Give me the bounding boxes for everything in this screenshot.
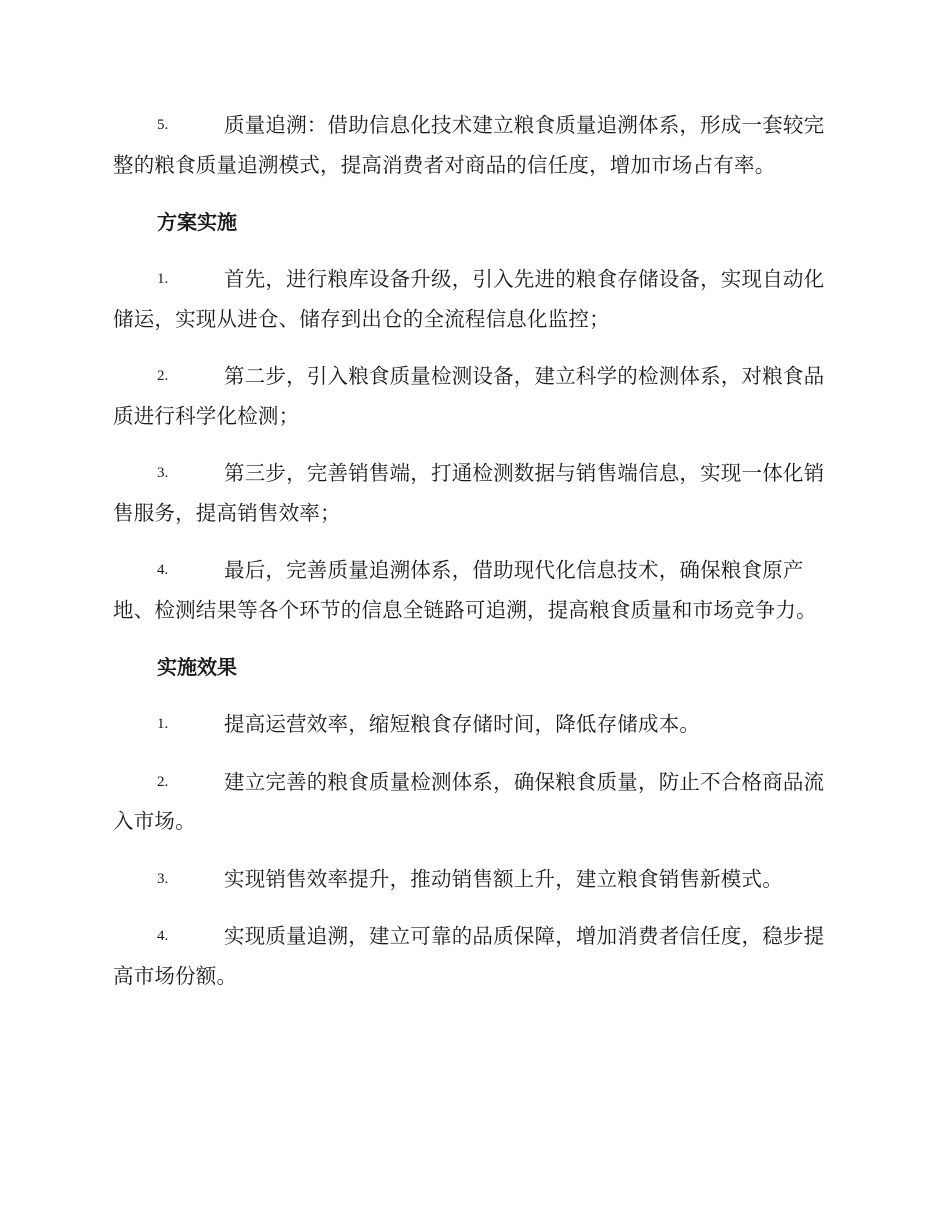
list-item [113,763,843,842]
list-item [113,106,843,185]
list-item-number: 1. [157,716,169,732]
list-item-number: 1. [157,271,169,287]
list-item-text: 提高运营效率，缩短粮食存储时间，降低存储成本。 [224,712,701,736]
list-item-text: 最后，完善质量追溯体系，借助现代化信息技术，确保粮食原产地、检测结果等各个环节的信息全链路可追溯，提高粮食质量和市场竞争力。 [113,558,817,622]
list-item-text: 第三步，完善销售端，打通检测数据与销售端信息，实现一体化销售服务，提高销售效率； [113,461,825,525]
list-item-text: 质量追溯：借助信息化技术建立粮食质量追溯体系，形成一套较完整的粮食质量追溯模式，提高消费者对商品的信任度，增加市场占有率。 [113,113,825,177]
list-item [113,454,843,533]
list-item-number: 4. [157,928,169,944]
list-item-number: 3. [157,465,169,481]
document-content [113,106,843,1014]
list-item-text: 实现质量追溯，建立可靠的品质保障，增加消费者信任度，稳步提高市场份额。 [113,924,825,988]
list-item [113,551,843,630]
list-item [113,357,843,436]
list-item-text: 第二步，引入粮食质量检测设备，建立科学的检测体系，对粮食品质进行科学化检测； [113,364,825,428]
list-item [113,917,843,996]
list-item [113,860,843,900]
list-item-number: 3. [157,870,169,887]
list-item [113,260,843,339]
list-item-text: 建立完善的粮食质量检测体系，确保粮食质量，防止不合格商品流入市场。 [113,769,825,833]
list-item-number: 2. [157,773,169,790]
list-item-text: 实现销售效率提升，推动销售额上升，建立粮食销售新模式。 [224,866,783,891]
section-heading-implementation: 方案实施 [157,210,237,234]
list-item-number: 2. [157,368,169,384]
list-item [113,705,843,745]
list-item-number: 4. [157,562,169,578]
list-item-text: 首先，进行粮库设备升级，引入先进的粮食存储设备，实现自动化储运，实现从进仓、储存到出仓的全流程信息化监控； [113,267,825,331]
list-item-number: 5. [157,117,169,133]
section-heading-effect: 实施效果 [157,655,237,679]
